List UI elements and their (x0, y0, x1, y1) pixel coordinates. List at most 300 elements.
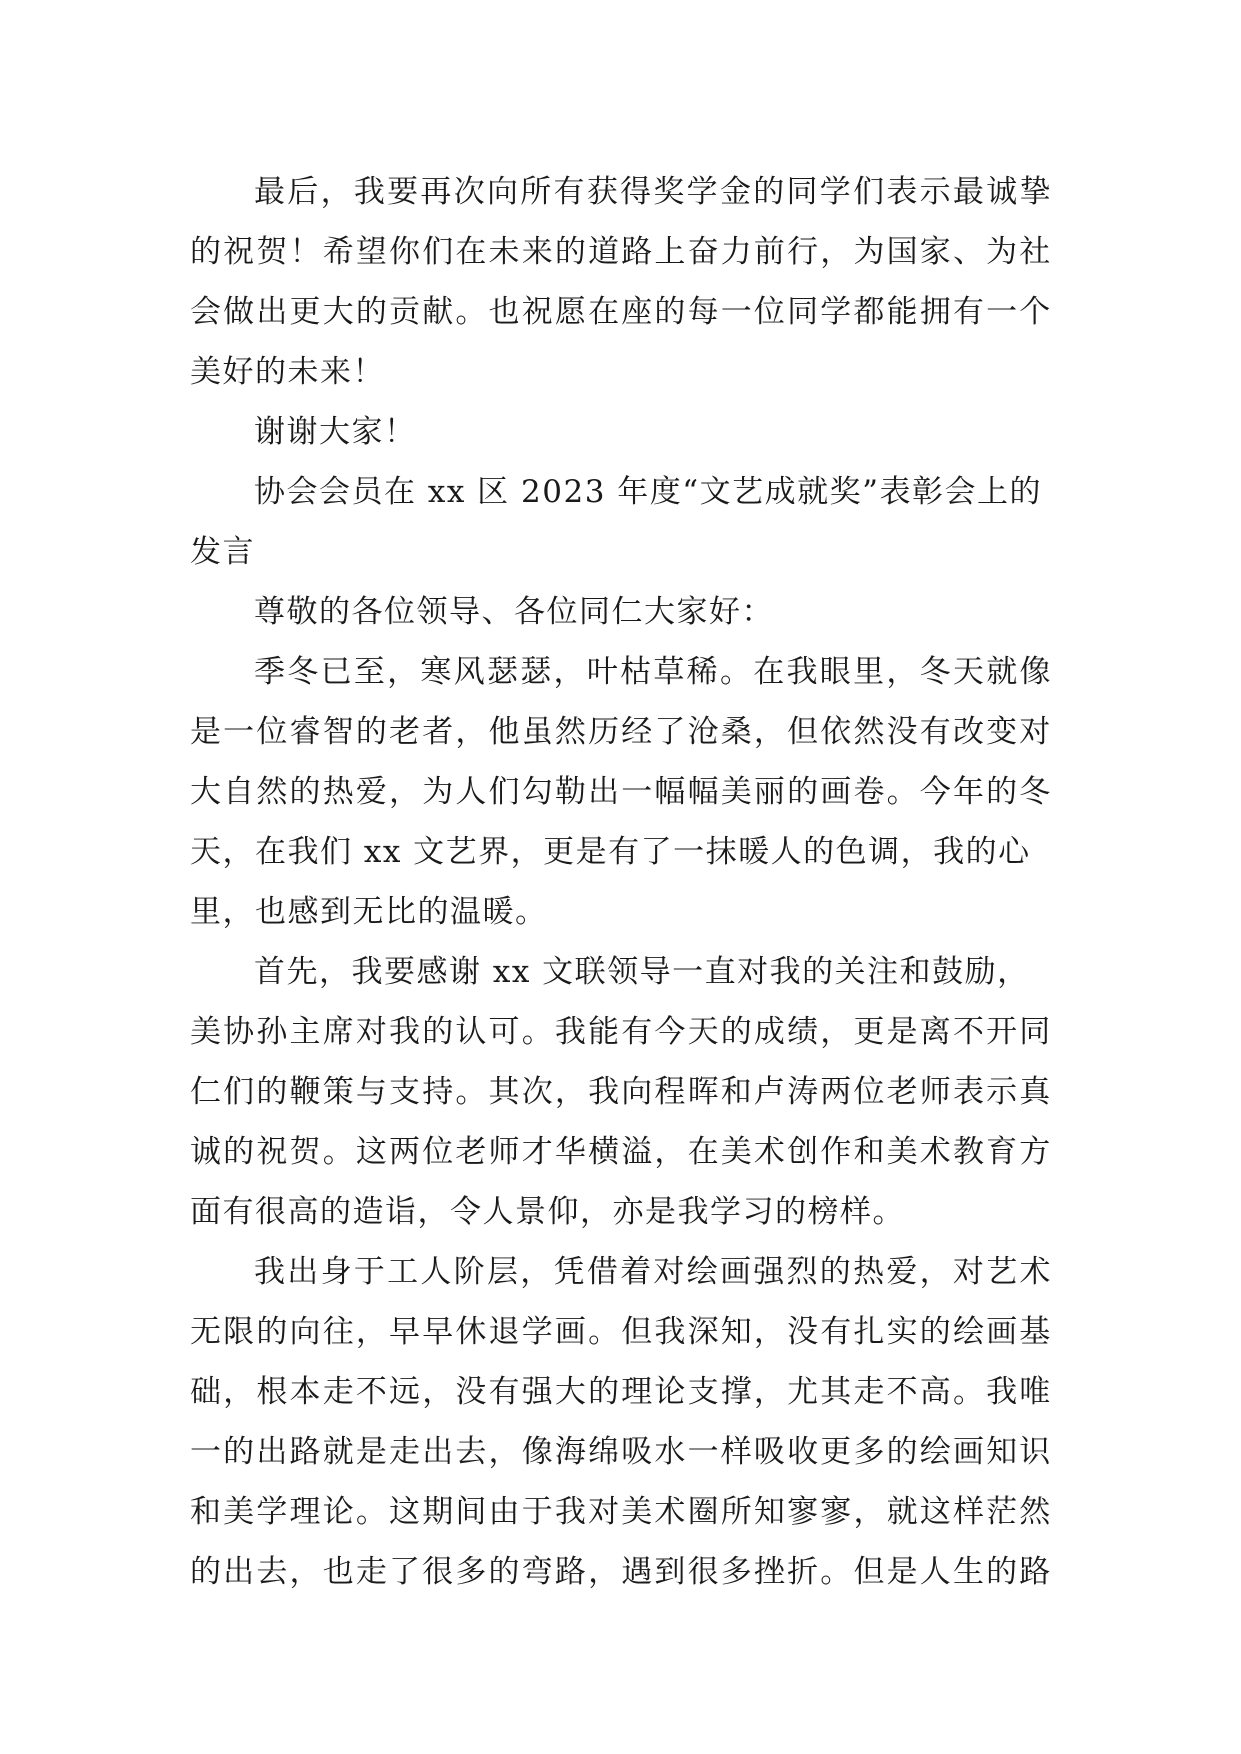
text-char: 经 (621, 714, 654, 750)
text-char: 眼 (819, 654, 853, 690)
text-char: 后 (287, 174, 320, 210)
text-char: 多 (720, 1554, 754, 1590)
text-char: 奋 (687, 234, 721, 270)
text-char: 沧 (687, 714, 721, 750)
text-char: 开 (986, 1014, 1019, 1050)
text-char: 然 (1019, 1494, 1052, 1530)
text-char: 学 (820, 294, 853, 330)
text-char: 路 (621, 234, 654, 270)
text-char: 。 (719, 654, 753, 690)
text-char: 变 (986, 714, 1019, 750)
text-char: 可 (488, 1014, 522, 1050)
text-char: 茫 (986, 1494, 1019, 1530)
text-line: 谢谢大家！ (254, 414, 417, 450)
text-line: 尊敬的各位领导、各位同仁大家好： (254, 594, 774, 630)
text-char: 天 (687, 1014, 721, 1050)
text-char: ， (654, 1134, 687, 1170)
text-char: 间 (455, 1494, 488, 1530)
text-char: 期 (422, 1494, 455, 1530)
text-char: 离 (919, 1014, 953, 1050)
text-char: 家 (919, 234, 953, 270)
text-char: 学 (256, 1494, 289, 1530)
text-char: 的 (886, 1434, 920, 1470)
text-char: 在 (588, 294, 621, 330)
text-char: 表 (952, 1074, 986, 1110)
text-char: 画 (820, 774, 853, 810)
text-char: 也 (322, 1554, 356, 1590)
text-line (190, 642, 1052, 702)
text-char: 主 (289, 1014, 323, 1050)
text-char: 。 (588, 1314, 621, 1350)
text-char: 和 (853, 1134, 886, 1170)
text-char: 最 (952, 174, 986, 210)
text-char: 路 (289, 1434, 323, 1470)
text-char: 要 (387, 174, 420, 210)
text-char: 们 (422, 234, 455, 270)
text-char: 着 (620, 1254, 653, 1290)
text-char: 画 (952, 1434, 986, 1470)
text-char: 绘 (686, 1254, 720, 1290)
text-char: 有 (919, 714, 953, 750)
text-char: 次 (521, 1074, 555, 1110)
text-char: 大 (322, 294, 356, 330)
text-char: 出 (256, 1434, 289, 1470)
text-char: 远 (389, 1374, 422, 1410)
text-char: 挫 (753, 1554, 787, 1590)
text-char: 早 (389, 1314, 422, 1350)
text-char: 生 (952, 1554, 986, 1590)
text-line (190, 222, 1052, 282)
text-char: ， (553, 654, 587, 690)
text-char: ， (853, 1494, 886, 1530)
text-char: 愿 (554, 294, 588, 330)
text-line: 发言 (190, 534, 255, 570)
text-char: 出 (588, 774, 621, 810)
text-char: 没 (886, 714, 920, 750)
text-char: 然 (256, 774, 289, 810)
text-char: 层 (486, 1254, 520, 1290)
text-char: 由 (488, 1494, 522, 1530)
text-char: 位 (853, 1074, 886, 1110)
text-char: 水 (654, 1434, 687, 1470)
text-char: 至 (353, 654, 387, 690)
text-char: 识 (1019, 1434, 1052, 1470)
text-char: ！ (289, 234, 323, 270)
text-line: 面有很高的造诣，令人景仰，亦是我学习的榜样。 (190, 1194, 905, 1230)
text-char: 上 (654, 234, 687, 270)
text-char: 每 (687, 294, 721, 330)
text-char: 绘 (919, 1434, 953, 1470)
text-char: 基 (1019, 1314, 1052, 1350)
text-char: 但 (621, 1314, 654, 1350)
text-char: 烈 (786, 1254, 819, 1290)
text-char: 爱 (886, 1254, 919, 1290)
text-line: 美好的未来！ (190, 354, 385, 390)
text-char: 的 (355, 294, 389, 330)
text-char: 做 (223, 294, 256, 330)
text-char: 再 (420, 174, 453, 210)
text-line (190, 1362, 1052, 1422)
text-char: 支 (389, 1074, 422, 1110)
text-char: 画 (554, 1314, 588, 1350)
text-char: ， (554, 1074, 588, 1110)
text-char: 改 (952, 714, 986, 750)
text-line (190, 702, 1052, 762)
text-char: 者 (422, 714, 455, 750)
text-char: 路 (1019, 1554, 1052, 1590)
text-char: 这 (919, 1494, 953, 1530)
text-char: 望 (355, 234, 389, 270)
text-char: 最 (254, 174, 287, 210)
text-char: 虽 (521, 714, 555, 750)
text-char: 挚 (1019, 174, 1052, 210)
text-line (190, 1242, 1052, 1302)
text-char: 行 (787, 234, 820, 270)
text-char: 向 (486, 174, 520, 210)
text-char: 向 (621, 1074, 654, 1110)
text-char: 国 (886, 234, 920, 270)
text-char: 冬 (919, 654, 953, 690)
text-char: 能 (886, 294, 920, 330)
text-char: 吸 (753, 1434, 787, 1470)
text-char: 休 (455, 1314, 488, 1350)
text-char: 与 (355, 1074, 389, 1110)
text-char: 是 (886, 1554, 920, 1590)
text-char: 寥 (787, 1494, 820, 1530)
text-char: 强 (753, 1254, 786, 1290)
text-char: 勒 (554, 774, 588, 810)
text-char: ， (520, 1254, 553, 1290)
text-char: 很 (422, 1554, 455, 1590)
text-line (190, 1422, 1052, 1482)
text-char: 撑 (720, 1374, 754, 1410)
text-char: 有 (820, 1314, 853, 1350)
text-char: 的 (223, 1434, 256, 1470)
text-char: ， (588, 1554, 621, 1590)
text-char: 同 (786, 174, 819, 210)
text-char: ， (919, 1254, 953, 1290)
text-line: 首先，我要感谢 xx 文联领导一直对我的关注和鼓励， (254, 954, 1030, 990)
text-char: 在 (687, 1134, 721, 1170)
text-char: 。 (521, 1014, 555, 1050)
text-char: ， (820, 234, 853, 270)
text-char: 真 (1019, 1074, 1052, 1110)
text-char: 美 (886, 1134, 920, 1170)
text-char: 更 (820, 1434, 853, 1470)
text-line: 天，在我们 xx 文艺界，更是有了一抹暖人的色调，我的心 (190, 834, 1031, 870)
text-char: 其 (820, 1374, 853, 1410)
text-char: 圈 (687, 1494, 721, 1530)
text-char: ， (389, 774, 422, 810)
text-char: 冬 (1019, 774, 1052, 810)
text-char: ， (753, 1314, 787, 1350)
text-char: 作 (820, 1134, 853, 1170)
text-char: 。 (886, 774, 920, 810)
text-char: 祝 (521, 294, 555, 330)
document-body (190, 162, 1052, 1602)
text-char: 示 (986, 1074, 1019, 1110)
text-line (190, 1302, 1052, 1362)
text-char: 弯 (521, 1554, 555, 1590)
text-char: 祝 (223, 234, 256, 270)
text-char: 我 (554, 1494, 588, 1530)
text-char: 对 (1019, 714, 1052, 750)
text-char: 育 (986, 1134, 1019, 1170)
text-char: 路 (554, 1554, 588, 1590)
text-char: 样 (720, 1434, 754, 1470)
text-char: 身 (320, 1254, 354, 1290)
text-char: 老 (455, 1134, 488, 1170)
text-char: 人 (455, 774, 488, 810)
text-char: 的 (588, 1374, 621, 1410)
text-char: 对 (952, 1254, 986, 1290)
text-char: 大 (554, 1374, 588, 1410)
text-char: 理 (621, 1374, 654, 1410)
text-char: 所 (720, 1494, 754, 1530)
text-char: ， (753, 1374, 787, 1410)
text-char: 论 (322, 1494, 356, 1530)
text-char: 就 (322, 1434, 356, 1470)
text-char: 的 (488, 1554, 522, 1590)
text-char: 有 (488, 1374, 522, 1410)
text-char: 去 (256, 1554, 289, 1590)
text-char: 们 (853, 174, 886, 210)
text-char: 的 (819, 1254, 853, 1290)
text-char: 也 (488, 294, 522, 330)
text-char: 你 (389, 234, 422, 270)
text-char: 对 (588, 1494, 621, 1530)
text-char: 术 (753, 1134, 787, 1170)
text-char: 叶 (586, 654, 620, 690)
text-char: 华 (554, 1134, 588, 1170)
text-char: 退 (488, 1314, 522, 1350)
text-char: 根 (256, 1374, 289, 1410)
text-line (190, 282, 1052, 342)
text-char: 睿 (289, 714, 323, 750)
text-char: 次 (453, 174, 487, 210)
text-char: 于 (353, 1254, 387, 1290)
text-char: 智 (322, 714, 356, 750)
text-char: 吸 (621, 1434, 654, 1470)
text-char: 于 (521, 1494, 555, 1530)
text-char: 的 (554, 234, 588, 270)
text-char: 希 (322, 234, 356, 270)
text-char: 认 (455, 1014, 488, 1050)
text-char: 出 (256, 294, 289, 330)
text-char: 瑟 (486, 654, 520, 690)
text-char: 出 (287, 1254, 320, 1290)
text-char: 幅 (687, 774, 721, 810)
text-char: 前 (753, 234, 787, 270)
text-char: 础 (190, 1374, 223, 1410)
text-char: 我 (986, 1374, 1019, 1410)
text-char: 里 (853, 654, 886, 690)
text-char: 术 (654, 1494, 687, 1530)
text-char: 和 (190, 1494, 223, 1530)
text-char: 协 (223, 1014, 256, 1050)
text-char: 才 (521, 1134, 555, 1170)
text-line (190, 1482, 1052, 1542)
text-char: 但 (787, 714, 820, 750)
text-char: 对 (653, 1254, 686, 1290)
text-char: 表 (886, 174, 919, 210)
text-char: ， (355, 1314, 389, 1350)
text-char: 。 (322, 1134, 356, 1170)
text-char: 术 (919, 1134, 953, 1170)
text-char: 、 (952, 234, 986, 270)
text-char: 绵 (588, 1434, 621, 1470)
text-char: 了 (654, 714, 687, 750)
text-char: 枯 (620, 654, 653, 690)
text-char: 没 (455, 1374, 488, 1410)
text-char: 同 (787, 294, 820, 330)
text-char: 的 (787, 774, 820, 810)
text-char: 未 (488, 234, 522, 270)
text-char: 人 (919, 1554, 953, 1590)
text-char: 冬 (287, 654, 320, 690)
text-char: 一 (687, 1434, 721, 1470)
text-char: ， (886, 654, 919, 690)
text-char: 大 (190, 774, 223, 810)
text-char: 仁 (190, 1074, 223, 1110)
text-char: 们 (488, 774, 522, 810)
text-char: 对 (355, 1014, 389, 1050)
text-char: 的 (654, 294, 687, 330)
text-char: 一 (190, 1434, 223, 1470)
text-char: 所 (520, 174, 553, 210)
text-char: 这 (389, 1494, 422, 1530)
text-char: 热 (853, 1254, 886, 1290)
text-char: 往 (322, 1314, 356, 1350)
text-char: 支 (687, 1374, 721, 1410)
text-char: 扎 (853, 1314, 886, 1350)
text-char: 程 (654, 1074, 687, 1110)
text-char: 今 (654, 1014, 687, 1050)
text-char: 们 (223, 1074, 256, 1110)
text-char: 贡 (389, 294, 422, 330)
text-char: 奖 (653, 174, 686, 210)
text-char: 然 (554, 714, 588, 750)
text-char: 我 (786, 654, 819, 690)
text-char: 这 (355, 1134, 389, 1170)
text-char: 我 (654, 1314, 687, 1350)
text-char: 学 (686, 174, 720, 210)
text-char: ， (753, 714, 787, 750)
text-char: 的 (753, 174, 786, 210)
text-char: 但 (853, 1554, 886, 1590)
text-char: 人 (420, 1254, 453, 1290)
text-char: 去 (455, 1434, 488, 1470)
text-char: 一 (223, 714, 256, 750)
text-char: 晖 (687, 1074, 721, 1110)
text-char: 老 (886, 1074, 920, 1110)
text-char: 是 (190, 714, 223, 750)
text-char: 献 (422, 294, 455, 330)
text-char: 丽 (753, 774, 787, 810)
text-char: 位 (753, 294, 787, 330)
text-char: 其 (488, 1074, 522, 1110)
text-char: 孙 (256, 1014, 289, 1050)
text-char: 更 (853, 1014, 886, 1050)
text-char: 。 (455, 294, 488, 330)
text-char: 瑟 (520, 654, 553, 690)
text-char: 贺 (256, 234, 289, 270)
text-char: 。 (952, 1374, 986, 1410)
text-char: 祝 (256, 1134, 289, 1170)
text-char: 向 (289, 1314, 323, 1350)
text-char: 师 (488, 1134, 522, 1170)
text-char: 来 (521, 234, 555, 270)
text-char: 我 (389, 1014, 422, 1050)
text-char: 寥 (820, 1494, 853, 1530)
text-char: 实 (886, 1314, 920, 1350)
text-char: 自 (223, 774, 256, 810)
text-char: 他 (488, 714, 522, 750)
text-char: 有 (952, 294, 986, 330)
text-char: 理 (289, 1494, 323, 1530)
text-char: ， (422, 1374, 455, 1410)
text-char: 草 (653, 654, 686, 690)
text-char: 了 (389, 1554, 422, 1590)
text-char: 走 (322, 1374, 356, 1410)
text-char: 两 (820, 1074, 853, 1110)
text-char: 我 (554, 1014, 588, 1050)
text-char: 的 (986, 1554, 1019, 1590)
text-char: 尤 (787, 1374, 820, 1410)
text-char: 个 (1019, 294, 1052, 330)
text-line (190, 1002, 1052, 1062)
text-char: 社 (1019, 234, 1052, 270)
text-char: 勾 (521, 774, 555, 810)
text-char: 我 (254, 1254, 287, 1290)
text-char: 的 (256, 1314, 289, 1350)
text-line: 里，也感到无比的温暖。 (190, 894, 548, 930)
text-char: 不 (952, 1014, 986, 1050)
text-char: 走 (355, 1554, 389, 1590)
text-line (190, 762, 1052, 822)
text-char: 溢 (621, 1134, 654, 1170)
text-char: 位 (256, 714, 289, 750)
text-char: 就 (986, 654, 1019, 690)
text-char: ， (387, 654, 420, 690)
text-char: 。 (355, 1494, 389, 1530)
text-char: ， (223, 1374, 256, 1410)
text-line: 协会会员在 xx 区 2023 年度“文艺成就奖”表彰会上的 (254, 474, 1042, 510)
text-char: 的 (190, 1554, 223, 1590)
text-char: 两 (389, 1134, 422, 1170)
text-char: 没 (787, 1314, 820, 1350)
text-char: 样 (952, 1494, 986, 1530)
text-line (190, 1122, 1052, 1182)
text-char: 绘 (952, 1314, 986, 1350)
text-char: 依 (820, 714, 853, 750)
text-char: 的 (422, 1014, 455, 1050)
text-char: 卷 (853, 774, 886, 810)
text-char: 学 (819, 174, 853, 210)
text-char: 桑 (720, 714, 754, 750)
text-char: 像 (521, 1434, 555, 1470)
text-char: 阶 (453, 1254, 487, 1290)
text-line (190, 1062, 1052, 1122)
text-char: 。 (820, 1554, 853, 1590)
text-char: 席 (322, 1014, 356, 1050)
text-char: 爱 (355, 774, 389, 810)
text-char: 海 (554, 1434, 588, 1470)
text-char: 限 (223, 1314, 256, 1350)
text-char: 我 (588, 1074, 621, 1110)
text-char: 然 (853, 714, 886, 750)
text-char: 示 (919, 174, 953, 210)
